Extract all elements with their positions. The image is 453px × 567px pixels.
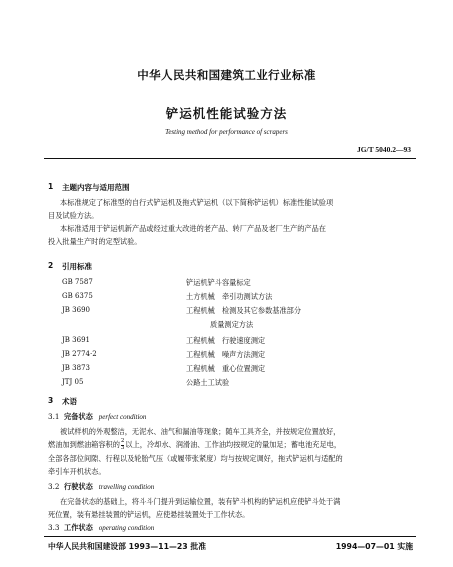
term-3-1-cn: 完备状态 [64,412,93,421]
ref-code: JB 2774·2 [62,350,97,358]
term-3-1-en: perfect condition [98,413,147,421]
ref-title: 工程机械 行驶速度测定 [186,336,266,345]
ref-title: 公路土工试验 [186,378,230,387]
section-2-number: 2 [48,261,54,270]
ref-title: 工程机械 检测及其它参数基准部分 [186,306,302,315]
term-3-3-heading [48,523,154,533]
ref-code: GB 6375 [62,292,93,300]
ref-code: JB 3690 [62,306,90,314]
term-3-2-heading [48,482,154,492]
term-3-2-cn: 行驶状态 [64,482,93,491]
approval-line: 中华人民共和国建设部 1993—11—23 批准 [48,542,206,551]
section-1-para-1-line-1: 本标准规定了标准型的自行式铲运机及拖式铲运机（以下简称铲运机）标准性能试验项 [60,198,334,207]
term-3-2-line-2: 死位置，装有悬挂装置的铲运机，应使悬挂装置处于工作状态。 [48,510,250,519]
term-3-1-heading [48,412,146,422]
section-1-para-1-line-2: 目及试验方法。 [48,211,99,220]
term-3-3-en: operating condition [98,524,155,532]
ref-title-continued: 质量测定方法 [210,320,254,329]
fraction-denominator: 3 [120,444,125,451]
fraction [121,439,125,451]
term-3-2-line-1: 在完备状态的基础上，将斗斗门提升到运输位置，装有铲斗机构的铲运机应使铲斗处于满 [60,497,341,506]
ref-title: 土方机械 牵引功测试方法 [186,292,273,301]
section-3-number: 3 [48,396,54,405]
term-3-3-cn: 工作状态 [64,523,93,532]
term-3-1-line-2b: 以上，冷却水、润滑油、工作油均按规定的量加足；蓄电池充足电， [125,440,342,449]
ref-title: 工程机械 噪声方法测定 [186,350,266,359]
term-3-3-number: 3.3 [48,523,60,532]
section-3-title: 术语 [62,397,77,406]
section-1-title: 主题内容与适用范围 [62,183,130,192]
term-3-1-line-3: 全部各部位间隙、行程以及轮胎气压（或履带张紧度）均与按规定调好，拖式铲运机与适配的 [48,454,343,463]
ref-title: 铲运机铲斗容量标定 [186,278,251,287]
standard-code: JG/T 5040.2—93 [356,145,411,154]
term-3-1-line-1: 被试样机的外观整洁，无泥水、油气和漏油等现象；随车工具齐全，并按规定位置放好， [60,427,341,436]
document-org: 中华人民共和国建筑工业行业标准 [137,68,316,82]
footer-rule [44,536,416,537]
term-3-1-line-2a: 燃油加到燃油箱容积的 [48,440,120,449]
ref-code: JTJ 05 [62,378,84,386]
document-title: 铲运机性能试验方法 [165,106,288,121]
section-2-title: 引用标准 [62,262,92,271]
ref-title: 工程机械 重心位置测定 [186,364,266,373]
header-rule [44,158,416,159]
implementation-line: 1994—07—01 实施 [335,542,413,551]
ref-code: JB 3691 [62,336,90,344]
term-3-1-number: 3.1 [48,412,60,421]
term-3-2-en: travelling condition [98,483,155,491]
ref-code: JB 3873 [62,364,90,372]
term-3-1-line-2 [48,439,341,451]
ref-code: GB 7587 [62,278,93,286]
term-3-2-number: 3.2 [48,482,60,491]
term-3-1-line-4: 牵引车开机状态。 [48,467,106,476]
section-1-para-2-line-1: 本标准适用于铲运机新产品或经过重大改进的老产品、转厂产品及老厂生产的产品在 [60,224,326,233]
section-1-number: 1 [48,182,54,191]
fraction-numerator: 2 [120,438,125,444]
document-subtitle-en: Testing method for performance of scrapers [165,128,288,136]
section-1-para-2-line-2: 投入批量生产时的定型试验。 [48,237,142,246]
